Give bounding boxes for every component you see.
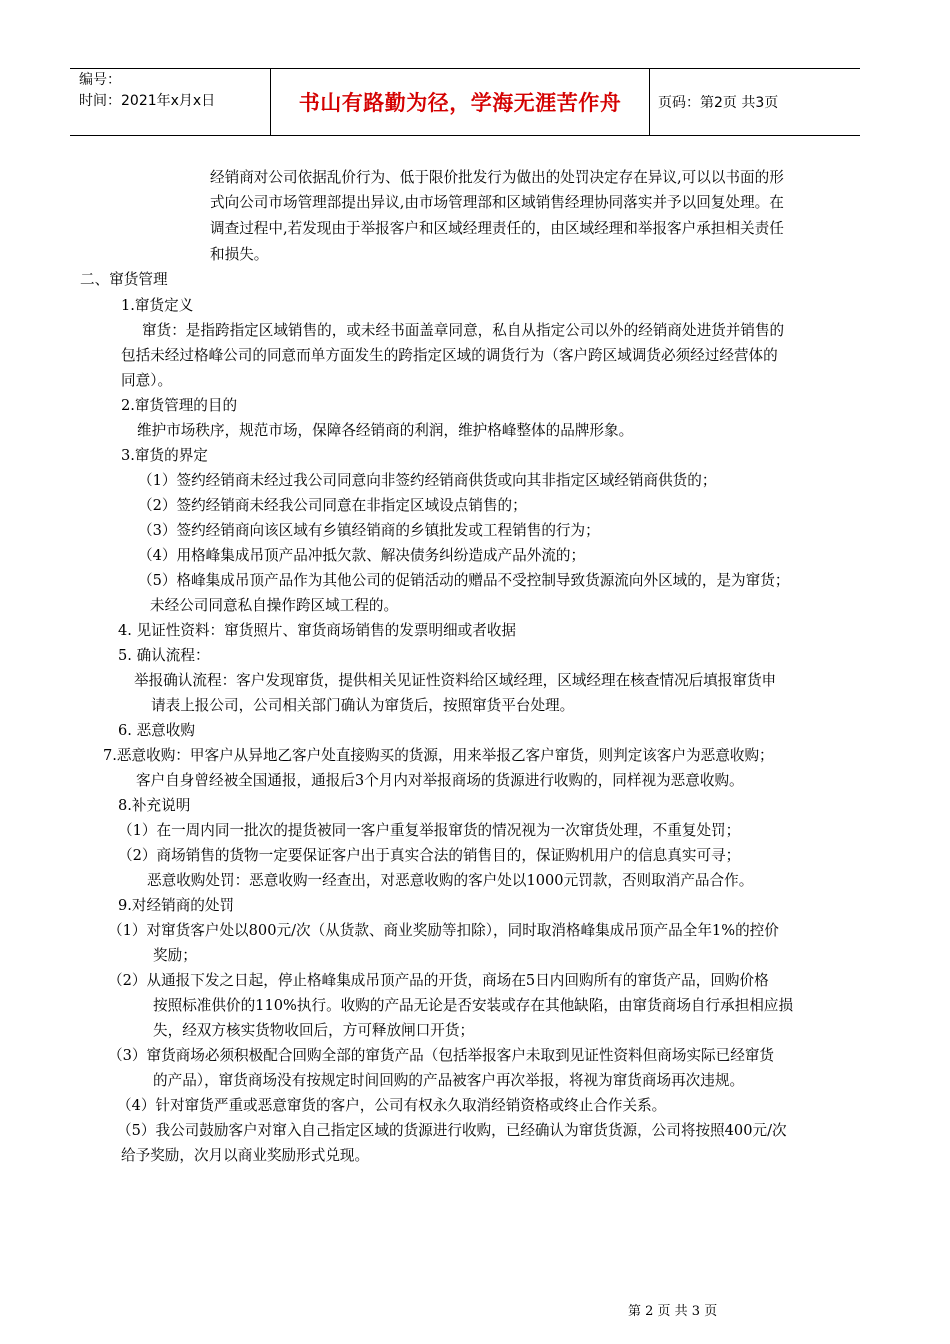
header-motto: 书山有路勤为径，学海无涯苦作舟 — [298, 91, 622, 115]
paragraph-line: 客户自身曾经被全国通报，通报后3个月内对举报商场的货源进行收购的，同样视为恶意收购。 — [136, 772, 744, 789]
paragraph-line: 请表上报公司，公司相关部门确认为窜货后，按照窜货平台处理。 — [151, 697, 575, 714]
list-item: （5）我公司鼓励客户对窜入自己指定区域的货源进行收购，已经确认为窜货货源，公司将按照400元/次 — [117, 1122, 787, 1139]
list-item: （1）对窜货客户处以800元/次（从货款、商业奖励等扣除），同时取消格峰集成吊顶产品全年1%的控价 — [108, 922, 779, 939]
subsection-heading: 4. 见证性资料：窜货照片、窜货商场销售的发票明细或者收据 — [118, 622, 517, 639]
paragraph-line: 恶意收购处罚：恶意收购一经查出，对恶意收购的客户处以1000元罚款，否则取消产品合作。 — [147, 872, 754, 889]
list-item: （4）用格峰集成吊顶产品冲抵欠款、解决债务纠纷造成产品外流的； — [138, 547, 586, 564]
subsection-heading: 9.对经销商的处罚 — [118, 897, 235, 914]
list-item: （2）商场销售的货物一定要保证客户出于真实合法的销售目的，保证购机用户的信息真实可寻； — [118, 847, 741, 864]
list-item-continued: 给予奖励，次月以商业奖励形式兑现。 — [121, 1147, 370, 1164]
list-item: （2）从通报下发之日起，停止格峰集成吊顶产品的开货，商场在5日内回购所有的窜货产品，回购价格 — [108, 972, 769, 989]
list-item: （1）在一周内同一批次的提货被同一客户重复举报窜货的情况视为一次窜货处理，不重复处罚； — [118, 822, 741, 839]
paragraph-line: 同意）。 — [121, 372, 173, 389]
subsection-heading: 1.窜货定义 — [121, 297, 194, 314]
paragraph-line: 7.恶意收购：甲客户从异地乙客户处直接购买的货源，用来举报乙客户窜货，则判定该客户为恶意收购； — [103, 747, 774, 764]
document-time-label: 时间：2021年x月x日 — [79, 93, 216, 109]
paragraph-line: 经销商对公司依据乱价行为、低于限价批发行为做出的处罚决定存在异议,可以以书面的形 — [210, 169, 784, 186]
list-item: （2）签约经销商未经我公司同意在非指定区域设点销售的； — [138, 497, 527, 514]
paragraph-line: 窜货：是指跨指定区域销售的，或未经书面盖章同意，私自从指定公司以外的经销商处进货并销售的 — [142, 322, 785, 339]
paragraph-line: 式向公司市场管理部提出异议,由市场管理部和区域销售经理协同落实并予以回复处理。在 — [210, 194, 784, 211]
list-item-continued: 的产品），窜货商场没有按规定时间回购的产品被客户再次举报，将视为窜货商场再次违规。 — [153, 1072, 745, 1089]
subsection-heading: 8.补充说明 — [118, 797, 191, 814]
list-item-continued: 失，经双方核实货物收回后，方可释放闸口开货； — [153, 1022, 475, 1039]
list-item: （3）签约经销商向该区域有乡镇经销商的乡镇批发或工程销售的行为； — [138, 522, 600, 539]
paragraph-line: 维护市场秩序，规范市场，保障各经销商的利润，维护格峰整体的品牌形象。 — [137, 422, 634, 439]
list-item: （3）窜货商场必须积极配合回购全部的窜货产品（包括举报客户未取到见证性资料但商场实际已经窜货 — [108, 1047, 775, 1064]
list-item: （4）针对窜货严重或恶意窜货的客户，公司有权永久取消经销资格或终止合作关系。 — [117, 1097, 667, 1114]
document-number-label: 编号： — [79, 72, 121, 88]
list-item: （1）签约经销商未经过我公司同意向非签约经销商供货或向其非指定区域经销商供货的； — [138, 472, 717, 489]
subsection-heading: 6. 恶意收购 — [118, 722, 195, 739]
section-heading: 二、窜货管理 — [80, 271, 168, 288]
page-footer: 第 2 页 共 3 页 — [628, 1304, 718, 1319]
page-header — [70, 68, 860, 136]
paragraph-line: 举报确认流程：客户发现窜货，提供相关见证性资料给区域经理，区域经理在核查情况后填报窜货申 — [134, 672, 777, 689]
header-page-info: 页码：第2页 共3页 — [658, 95, 779, 111]
paragraph-line: 调查过程中,若发现由于举报客户和区域经理责任的，由区域经理和举报客户承担相关责任 — [210, 220, 784, 237]
header-motto-cell — [271, 69, 650, 135]
subsection-heading: 3.窜货的界定 — [121, 447, 208, 464]
subsection-heading: 2.窜货管理的目的 — [121, 397, 238, 414]
list-item-continued: 奖励； — [153, 947, 197, 964]
paragraph-line: 和损失。 — [210, 246, 269, 263]
subsection-heading: 5. 确认流程： — [118, 647, 210, 664]
paragraph-line: 包括未经过格峰公司的同意而单方面发生的跨指定区域的调货行为（客户跨区域调货必须经过经营体的 — [121, 347, 778, 364]
list-item-continued: 按照标准供价的110%执行。收购的产品无论是否安装或存在其他缺陷，由窜货商场自行承担相应损 — [153, 997, 794, 1014]
list-item: （5）格峰集成吊顶产品作为其他公司的促销活动的赠品不受控制导致货源流向外区域的，是为窜货； — [138, 572, 790, 589]
list-item-continued: 未经公司同意私自操作跨区域工程的。 — [150, 597, 399, 614]
header-meta-cell — [70, 69, 271, 135]
